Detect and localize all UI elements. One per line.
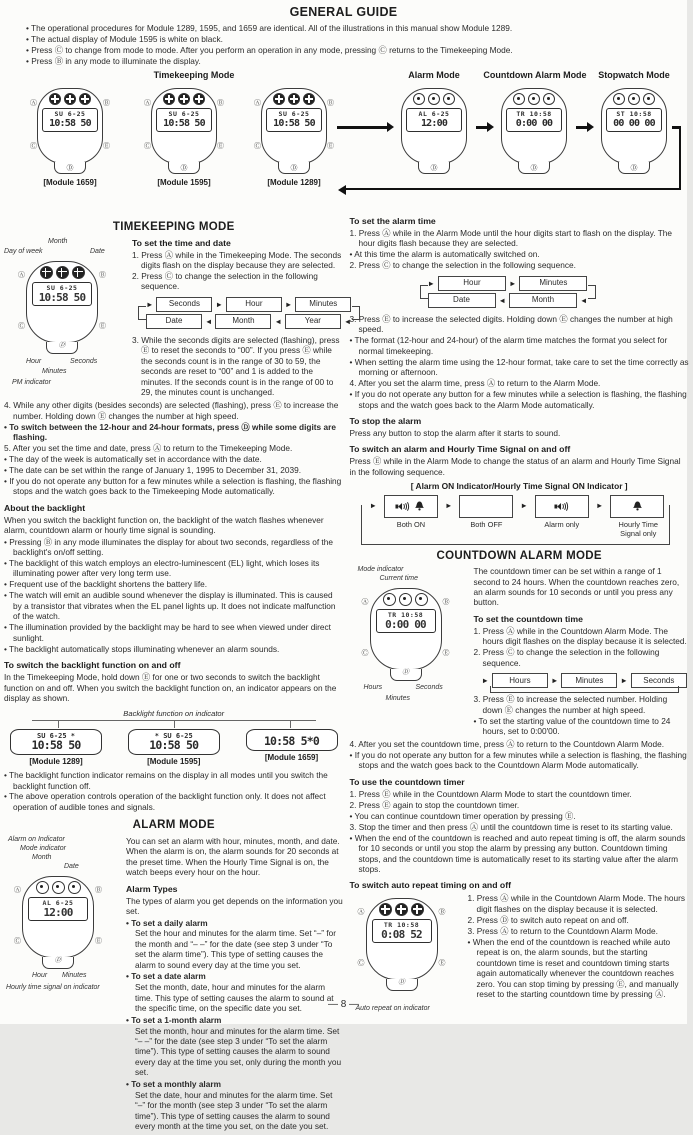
step: 1. Press Ⓐ while in the Alarm Mode until the hour digits start to flash on the display. The hour digits flash because they are selected. — [349, 228, 673, 249]
auto-repeat-title: To switch auto repeat timing on and off — [349, 880, 512, 891]
lcd-display: 10:58 5*0 — [246, 729, 338, 751]
arrow-right-icon: ► — [284, 299, 293, 309]
flow-loop-bottom — [490, 686, 679, 693]
arrow-left-icon: ◄ — [205, 316, 213, 326]
label-current-time: Current time — [379, 575, 419, 583]
state-label: Alarm only — [544, 519, 580, 529]
step: 1. Press Ⓐ while in the Countdown Alarm Mode. The hours digit flashes on the display because it is selected. — [473, 625, 687, 647]
watch-case — [37, 88, 103, 164]
label-seconds: Seconds — [70, 357, 98, 365]
button-b-icon: Ⓑ — [217, 100, 224, 108]
watch-module-1659 — [30, 86, 110, 174]
note-bullet: • When setting the alarm time using the 12-hour format, take care to set the time correctly as morning or afternoon. — [349, 356, 689, 378]
alarm-type — [126, 918, 344, 971]
step: 2. Press Ⓒ to change the selection in the following sequence. — [473, 647, 660, 668]
arrow-left-icon: ◄ — [579, 295, 588, 305]
state-hourly-only — [610, 495, 666, 539]
general-guide-bullets — [0, 21, 687, 66]
stop-alarm-title: To stop the alarm — [349, 416, 422, 427]
guide-bullet: • The actual display of Module 1595 is white on black. — [26, 33, 223, 44]
countdown-text — [474, 566, 689, 737]
watch-illustration — [18, 258, 106, 354]
step: 5. After you set the time and date, press Ⓐ to return to the Timekeeping Mode. — [4, 443, 293, 453]
step: 2. Press Ⓒ to change the selection in the following sequence. — [349, 260, 576, 271]
button-c-icon: Ⓒ — [14, 937, 21, 945]
stop-alarm-body: Press any button to stop the alarm after it starts to sound. — [349, 428, 561, 439]
flow-box: Minutes — [295, 297, 351, 312]
button-a-icon: Ⓐ — [357, 909, 365, 917]
note-bullet: • At this time the alarm is automatically switched on. — [349, 249, 540, 260]
arrow-right-icon: ► — [520, 500, 528, 510]
note-bullet: • The format (12-hour and 24-hour) of the alarm time matches the format you select for normal timekeeping. — [349, 335, 668, 356]
label-date: Date — [64, 862, 79, 870]
lcd-display: * SU 6-25 10:58 50 — [128, 729, 220, 755]
module-caption: [Module 1595] — [147, 756, 201, 766]
speaker-icon — [395, 501, 410, 512]
button-d-tab: Ⓓ — [386, 979, 418, 991]
label-mode-indicator: Mode indicator — [20, 844, 66, 852]
right-column — [350, 214, 689, 1135]
label-hours: Hours — [363, 684, 383, 692]
alarm-watch-figure — [4, 836, 120, 1012]
note-bullet: • If you do not operate any button for a few minutes while a selection is flashing, the flashing stops and the watch goes back to the Alarm Mode automatically. — [349, 389, 687, 410]
button-c-icon: Ⓒ — [254, 143, 261, 151]
note-bullet: • To set the starting value of the countdown time to 24 hours, set to 0:00′00. — [473, 715, 671, 737]
arrow-left-icon: ◄ — [343, 316, 352, 326]
alarm-section-title: ALARM MODE — [132, 819, 215, 832]
note-bullet: • Pressing Ⓑ in any mode illuminates the display for about two seconds, regardless of the backlight's on/off setting. — [4, 536, 333, 558]
state-label: Both ON — [396, 519, 426, 529]
arrow-right-icon: ► — [481, 675, 489, 685]
note-bullet: • The day of the week is automatically set in accordance with the date. — [4, 453, 262, 464]
note-bullet: • You can continue countdown timer operation by pressing Ⓔ. — [349, 810, 576, 821]
label-minutes: Minutes — [42, 367, 67, 375]
button-d-tab: Ⓓ — [168, 162, 200, 174]
watch-illustration — [14, 873, 102, 969]
lcd-display: AL 6-25 12:00 — [406, 108, 462, 132]
step: 4. After you set the countdown time, press Ⓐ to return to the Countdown Alarm Mode. — [349, 739, 665, 750]
label-date: Date — [90, 247, 105, 255]
alarm-types-intro: The types of alarm you get depends on the information you set. — [126, 895, 343, 917]
watch-module-1289 — [254, 86, 334, 174]
arrow-right-icon: ► — [550, 675, 559, 685]
button-a-icon: Ⓐ — [361, 599, 369, 607]
backlight-indicator-figure — [4, 709, 344, 767]
label-alarm-on-indicator: Alarm on Indicator — [8, 835, 65, 843]
alarm-type-title: • To set a daily alarm — [126, 917, 208, 928]
label-minutes: Minutes — [385, 695, 411, 703]
countdown-section-title: COUNTDOWN ALARM MODE — [436, 549, 602, 562]
step: 3. While the seconds digits are selected (flashing), press Ⓔ to reset the seconds to “00”. If you press Ⓔ while the seconds count is in the range of 30 to 59, the seconds are reset to “00” and 1 is added to the minutes. If the seconds count is in the range of 00 to 29, the minutes count is unchanged. — [132, 334, 340, 398]
backlight-display-1659 — [246, 729, 338, 767]
label-hourly-time-signal: Hourly time signal on indicator — [6, 983, 100, 991]
lcd-display: SU 6-25 10:58 50 — [156, 108, 212, 132]
arrow-left-icon: ◄ — [274, 316, 282, 326]
alarm-type-body: Set the date, hour and minutes for the alarm time. Set “–” for the month (see step 3 under “To set the alarm time”). This type of setting causes the alarm to sound every month at the time you set, on the date you set. — [135, 1089, 333, 1132]
lcd-display: TR 10:58 0:00 00 — [376, 609, 436, 633]
alarm-type-body: Set the hour and minutes for the alarm time. Set “–” for the month and “– –” for the date (see step 3 under “To set the alarm time”). This type of setting causes the alarm to sound every day at the time you set. — [135, 928, 337, 970]
lcd-display: TR 10:58 0:08 52 — [372, 919, 432, 943]
button-c-icon: Ⓒ — [357, 960, 365, 968]
bell-icon — [413, 500, 426, 512]
label-minutes: Minutes — [62, 971, 87, 979]
backlight-title: About the backlight — [4, 502, 86, 513]
page-number: — 8 — — [327, 999, 360, 1011]
mode-diagram — [0, 68, 687, 210]
alarm-sequence-flowchart — [428, 276, 588, 308]
label-day-of-week: Day of week — [4, 247, 43, 255]
alarm-type-title: • To set a monthly alarm — [126, 1078, 221, 1089]
button-d-tab: Ⓓ — [418, 162, 450, 174]
note-bullet: • If you do not operate any button for a few minutes while a selection is flashing, the flashing stops and the watch goes back to the Timekeeping Mode automatically. — [4, 475, 342, 497]
button-e-icon: Ⓔ — [217, 143, 224, 151]
set-time-title: To set the time and date — [132, 237, 231, 248]
set-countdown-title: To set the countdown time — [473, 613, 583, 624]
button-c-icon: Ⓒ — [30, 143, 37, 151]
flow-loop-left — [138, 306, 146, 320]
note-bullet: • The above operation controls operation of the backlight function only. It does not affect operation of audible tones and signals. — [4, 791, 326, 812]
mode-return-line — [679, 126, 682, 190]
arrow-right-icon: ► — [444, 500, 453, 510]
button-b-icon: Ⓑ — [327, 100, 334, 108]
guide-bullet: • The operational procedures for Module 1289, 1595, and 1659 are identical. All of the illustrations in this manual show Module 1289. — [26, 22, 513, 33]
lcd-display: TR 10:58 0:00 00 — [506, 108, 562, 132]
flow-loop-right — [588, 285, 596, 299]
step: 3. Press Ⓔ to increase the selected number. Holding down Ⓔ changes the number at high speed. — [473, 694, 668, 715]
alarm-type-title: • To set a 1-month alarm — [126, 1014, 222, 1025]
countdown-watch-figure — [350, 566, 468, 712]
lcd-display: SU 6-25 10:58 50 — [266, 108, 322, 132]
arrow-right-icon: ► — [146, 299, 154, 309]
flow-loop-left — [420, 285, 428, 299]
step: 2. Press Ⓒ to change the selection in the following sequence. — [132, 270, 318, 292]
module-caption: [Module 1595] — [157, 178, 211, 188]
step: 1. Press Ⓐ while in the Timekeeping Mode. The seconds digits flash on the display because they are selected. — [132, 249, 342, 270]
step: 4. While any other digits (besides seconds) are selected (flashing), press Ⓔ to increase the number. Holding down Ⓔ changes the number at high speed. — [4, 400, 339, 421]
watch-module-1595 — [144, 86, 224, 174]
step: 2. Press Ⓓ to switch auto repeat on and off. — [467, 914, 629, 925]
backlight-display-1595 — [128, 729, 220, 767]
button-d-tab: Ⓓ — [278, 162, 310, 174]
label-pm-indicator: PM indicator — [12, 378, 51, 386]
state-label: Hourly Time Signal only — [618, 519, 658, 539]
selection-sequence-flowchart — [146, 297, 351, 329]
watch-countdown-mode — [494, 86, 574, 174]
alarm-type-title: • To set a date alarm — [126, 971, 206, 982]
watch-illustration — [358, 895, 446, 991]
backlight-display-1289 — [10, 729, 102, 767]
note-bullet: • The backlight function indicator remains on the display in all modes until you switch the backlight function off. — [4, 770, 328, 791]
lcd-display: SU 6-25 * 10:58 50 — [10, 729, 102, 755]
module-caption: [Module 1289] — [29, 756, 83, 766]
stopwatch-mode-label: Stopwatch Mode — [598, 70, 670, 81]
step: 1. Press Ⓐ while in the Countdown Alarm Mode. The hours digit flashes on the display because it is selected. — [467, 893, 686, 914]
note-bullet: • The watch will emit an audible sound whenever the display is illuminated. This is caused by a transistor that vibrates when the EL panel lights up. It does not indicate malfunction of the watch. — [4, 590, 336, 622]
arrow-left-icon: ◄ — [498, 295, 506, 305]
note-bullet: • When the end of the countdown is reached and auto repeat timing is off, the alarm sounds for 10 seconds or until you stop the alarm by pressing any button. Countdown timing stops, and the countdown time is automatically reset to its starting value after the alarm stops. — [349, 832, 686, 874]
flow-box: Date — [146, 314, 202, 329]
button-e-icon: Ⓔ — [99, 322, 106, 330]
alarm-state-sequence — [370, 495, 667, 539]
button-d-tab: Ⓓ — [518, 162, 550, 174]
use-countdown-title: To use the countdown timer — [349, 776, 465, 787]
mode-arrow-icon — [337, 126, 387, 129]
speaker-icon — [554, 501, 569, 512]
timekeeping-section-title: TIMEKEEPING MODE — [112, 221, 235, 234]
label-mode-indicator: Mode indicator — [357, 566, 404, 574]
note-bullet: • If you do not operate any button for a few minutes while a selection is flashing, the flashing stops and the watch goes back to the Countdown Alarm Mode automatically. — [349, 749, 687, 771]
label-month: Month — [32, 853, 52, 861]
watch-alarm-mode — [394, 86, 474, 174]
guide-bullet: • Press Ⓒ to change from mode to mode. After you perform an operation in any mode, pressing Ⓒ returns to the Timekeeping Mode. — [26, 44, 513, 55]
mode-arrow-icon — [576, 126, 587, 129]
alarm-type-body: Set the month, hour and minutes for the alarm time. Set “– –” for the date (see step 3 under “To set the alarm time”). This type of setting causes the alarm to sound every day at the time you set, only during the month you set. — [135, 1025, 342, 1078]
button-a-icon: Ⓐ — [144, 100, 151, 108]
module-caption: [Module 1659] — [264, 752, 319, 762]
button-b-icon: Ⓑ — [438, 909, 446, 917]
label-seconds: Seconds — [415, 684, 443, 692]
flow-box: Seconds — [631, 673, 687, 688]
label-auto-repeat-indicator: Auto repeat on indicator — [355, 1005, 430, 1013]
state-both-on — [384, 495, 438, 529]
alarm-mode-label: Alarm Mode — [408, 70, 460, 81]
indicator-connector-lines — [32, 720, 316, 729]
button-d-tab: Ⓓ — [618, 162, 650, 174]
backlight-switch-intro: In the Timekeeping Mode, hold down Ⓔ for one or two seconds to switch the backlight function on and off. When you switch the backlight function on, an indicator appears on the display as shown. — [4, 672, 337, 703]
timekeeping-mode-label: Timekeeping Mode — [153, 70, 235, 81]
flow-box: Hour — [438, 276, 506, 291]
lcd-display: SU 6-25 10:58 50 — [32, 282, 92, 306]
flow-box: Month — [509, 293, 577, 308]
arrow-right-icon: ► — [508, 278, 517, 288]
button-d-tab: Ⓓ — [46, 342, 78, 354]
countdown-intro: The countdown timer can be set within a range of 1 second to 24 hours. When the countdown reaches zero, an alarm sounds for 10 seconds or until you press any button. — [473, 566, 680, 608]
countdown-alarm-mode-label: Countdown Alarm Mode — [483, 70, 587, 81]
button-e-icon: Ⓔ — [95, 937, 102, 945]
lcd-display: AL 6-25 12:00 — [28, 897, 88, 921]
step: 1. Press Ⓔ while in the Countdown Alarm Mode to start the countdown timer. — [349, 788, 632, 799]
countdown-sequence-flowchart — [482, 673, 687, 688]
label-hour: Hour — [32, 971, 48, 979]
module-caption: [Module 1289] — [267, 178, 321, 188]
lcd-display: ST 10:58 00 00 00 — [606, 108, 662, 132]
watch-illustration — [362, 585, 450, 681]
alarm-types-title: Alarm Types — [126, 883, 178, 894]
button-c-icon: Ⓒ — [144, 143, 151, 151]
button-b-icon: Ⓑ — [442, 599, 450, 607]
arrow-right-icon: ► — [595, 500, 604, 510]
label-month: Month — [48, 237, 68, 245]
arrow-right-icon: ► — [369, 500, 377, 510]
bell-icon — [631, 500, 644, 512]
page-title: GENERAL GUIDE — [289, 5, 398, 19]
mode-return-arrow-icon — [338, 185, 346, 195]
button-b-icon: Ⓑ — [99, 271, 106, 279]
flow-loop-right — [352, 306, 360, 320]
note-bullet: • The illumination provided by the backlight may be hard to see when viewed under direct sunlight. — [4, 622, 331, 643]
flow-box: Seconds — [156, 297, 212, 312]
arrow-right-icon: ► — [620, 675, 628, 685]
backlight-switch-title: To switch the backlight function on and off — [4, 660, 181, 671]
button-b-icon: Ⓑ — [95, 886, 102, 894]
backlight-intro: When you switch the backlight function on, the backlight of the watch flashes whenever alarm, countdown alarm or hourly time signal is sounding. — [4, 514, 324, 536]
flow-box: Minutes — [561, 673, 617, 688]
alarm-type-body: Set the month, date, hour and minutes for the alarm time. This type of setting causes the alarm to sound at the specific time, on the specific date you set. — [135, 982, 334, 1014]
set-time-text — [132, 237, 352, 399]
flow-box: Hours — [492, 673, 548, 688]
flow-box: Date — [428, 293, 496, 308]
flow-box: Minutes — [519, 276, 587, 291]
left-column — [4, 214, 352, 1135]
button-d-tab: Ⓓ — [54, 162, 86, 174]
button-a-icon: Ⓐ — [254, 100, 261, 108]
alarm-intro: You can set an alarm with hour, minutes, month, and date. When the alarm is on, the alarm sounds for 20 seconds at the preset time. When the Hourly Time Signal is on, the watch beeps every hour on the hour. — [126, 835, 340, 878]
step: 3. Press Ⓐ to return to the Countdown Alarm Mode. — [467, 925, 658, 936]
step: 3. Stop the timer and then press Ⓐ until the countdown time is reset to its starting value. — [349, 821, 673, 832]
bold-note: • To switch between the 12-hour and 24-hour formats, press Ⓓ while some digits are flashing. — [4, 421, 336, 443]
note-bullet: • The backlight of this watch employs an electro-luminescent (EL) light, which loses its illuminating power after very long term use. — [4, 558, 320, 579]
set-alarm-time-title: To set the alarm time — [349, 216, 436, 227]
button-a-icon: Ⓐ — [30, 100, 37, 108]
button-d-tab: Ⓓ — [42, 957, 74, 969]
step: 2. Press Ⓔ again to stop the countdown timer. — [349, 799, 520, 810]
state-both-off — [459, 495, 513, 529]
guide-bullet: • Press Ⓑ in any mode to illuminate the display. — [26, 55, 201, 66]
timekeeping-watch-figure — [4, 238, 126, 390]
watch-stopwatch-mode — [594, 86, 674, 174]
arrow-right-icon: ► — [427, 278, 435, 288]
state-label: Both OFF — [470, 519, 503, 529]
button-a-icon: Ⓐ — [14, 886, 21, 894]
switch-alarm-intro: Press Ⓔ while in the Alarm Mode to change the status of an alarm and Hourly Time Signal in the following sequence. — [349, 456, 681, 477]
step: 3. Press Ⓔ to increase the selected digits. Holding down Ⓔ changes the number at high speed. — [349, 313, 673, 335]
note-bullet: • When the end of the countdown is reached while auto repeat is on, the alarm sounds, but the starting countdown time is reset and countdown timing starts again automatically whenever the countdown reaches zero. You can stop timing by pressing Ⓔ, and manually reset to the starting countdown time by pressing Ⓐ. — [467, 936, 679, 999]
note-bullet: • Frequent use of the backlight shortens the battery life. — [4, 579, 208, 590]
flow-box: Month — [215, 314, 271, 329]
mode-arrow-icon — [476, 126, 487, 129]
lcd-display: SU 6-25 10:58 50 — [42, 108, 98, 132]
note-bullet: • The date can be set within the range of January 1, 1995 to December 31, 2039. — [4, 464, 302, 475]
flow-box: Year — [285, 314, 341, 329]
button-e-icon: Ⓔ — [442, 650, 450, 658]
alarm-type — [126, 1079, 344, 1132]
mode-return-line — [346, 188, 681, 191]
alarm-text — [126, 836, 344, 1133]
button-e-icon: Ⓔ — [438, 960, 446, 968]
button-e-icon: Ⓔ — [103, 143, 110, 151]
button-a-icon: Ⓐ — [18, 271, 25, 279]
state-alarm-only — [535, 495, 589, 529]
button-c-icon: Ⓒ — [361, 650, 369, 658]
arrow-right-icon: ► — [215, 299, 223, 309]
backlight-indicator-label: Backlight function on indicator — [123, 709, 225, 719]
module-caption: [Module 1659] — [43, 178, 97, 188]
button-c-icon: Ⓒ — [18, 322, 25, 330]
button-d-tab: Ⓓ — [390, 669, 422, 681]
label-hour: Hour — [26, 357, 42, 365]
button-b-icon: Ⓑ — [103, 100, 110, 108]
alarm-type — [126, 1015, 344, 1078]
note-bullet: • The backlight automatically stops illuminating whenever an alarm sounds. — [4, 643, 280, 654]
flow-box: Hour — [226, 297, 282, 312]
button-e-icon: Ⓔ — [327, 143, 334, 151]
switch-alarm-title: To switch an alarm and Hourly Time Signal on and off — [349, 444, 571, 455]
step: 4. After you set the alarm time, press Ⓐ to return to the Alarm Mode. — [349, 378, 601, 389]
indicator-banner: [ Alarm ON Indicator/Hourly Time Signal ON Indicator ] — [410, 481, 628, 492]
